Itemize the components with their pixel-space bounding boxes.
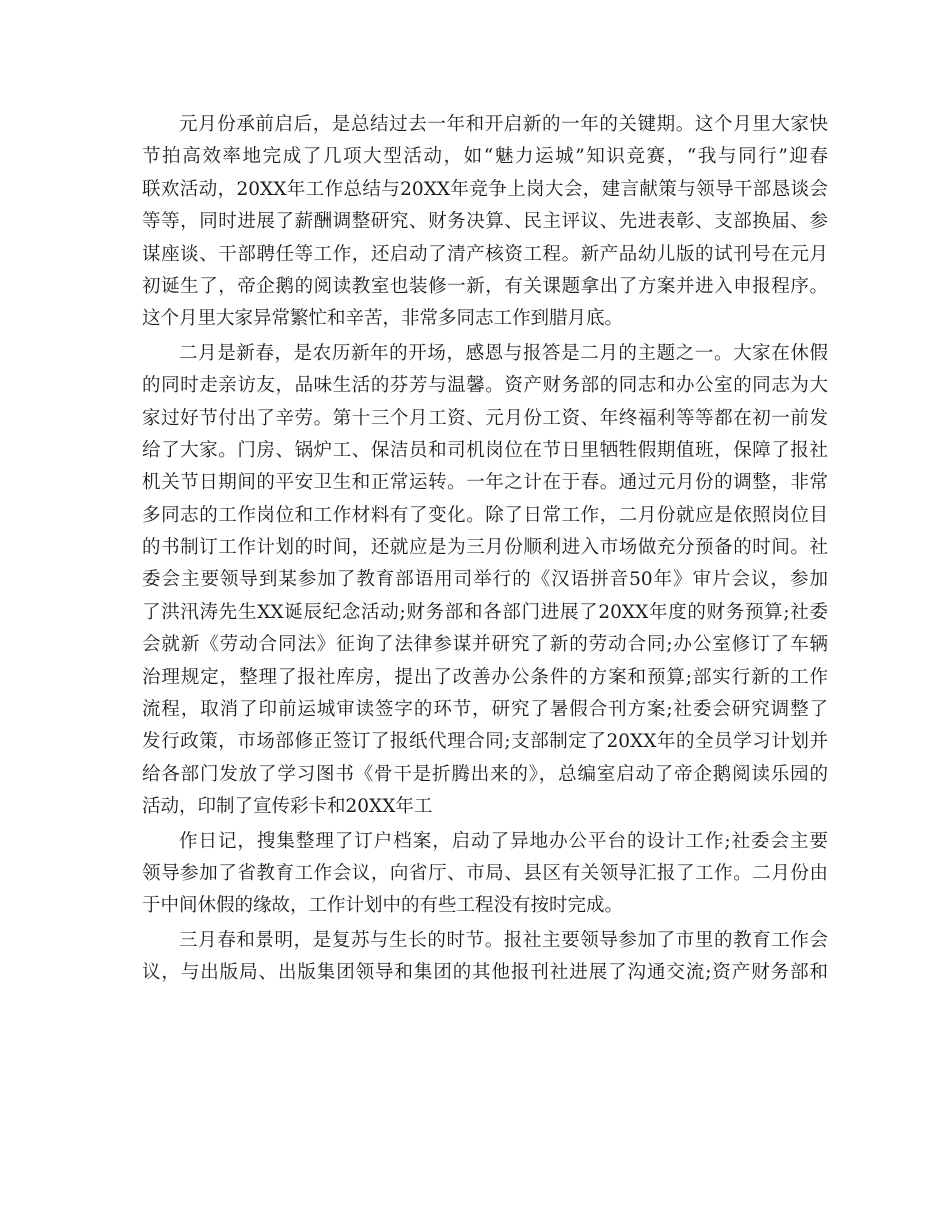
text-line: 节拍高效率地完成了几项大型活动，如“魅力运城”知识竞赛，“我与同行”迎春 (142, 146, 828, 168)
text-line: 二月是新春，是农历新年的开场，感恩与报答是二月的主题之一。大家在休假 (179, 342, 828, 364)
text-line: 家过好节付出了辛劳。第十三个月工资、元月份工资、年终福利等等都在初一前发 (142, 407, 828, 429)
paragraph-february (142, 338, 828, 824)
text-line: 议，与出版局、出版集团领导和集团的其他报刊社进展了沟通交流;资产财务部和 (142, 962, 828, 984)
text-line: 谋座谈、干部聘任等工作，还启动了清产核资工程。新产品幼儿版的试刊号在元月 (142, 243, 828, 265)
text-line: 给了大家。门房、锅炉工、保洁员和司机岗位在节日里牺牲假期值班，保障了报社 (142, 439, 828, 461)
paragraph-february-continued (142, 826, 828, 923)
paragraph-march (142, 925, 828, 990)
text-line: 元月份承前启后，是总结过去一年和开启新的一年的关键期。这个月里大家快 (179, 114, 828, 135)
text-line: 发行政策，市场部修正签订了报纸代理合同;支部制定了20XX年的全员学习计划并 (142, 731, 828, 753)
text-line: 委会主要领导到某参加了教育部语用司举行的《汉语拼音50年》审片会议，参加 (142, 569, 828, 591)
document-body (142, 109, 828, 990)
text-line: 多同志的工作岗位和工作材料有了变化。除了日常工作，二月份就应是依照岗位目 (142, 504, 828, 526)
text-line: 会就新《劳动合同法》征询了法律参谋并研究了新的劳动合同;办公室修订了车辆 (142, 634, 828, 656)
text-line: 于中间休假的缘故，工作计划中的有些工程没有按时完成。 (142, 895, 624, 917)
text-line: 流程，取消了印前运城审读签字的环节，研究了暑假合刊方案;社委会研究调整了 (142, 699, 828, 721)
text-line: 给各部门发放了学习图书《骨干是折腾出来的》，总编室启动了帝企鹅阅读乐园的 (142, 763, 828, 785)
text-line: 治理规定，整理了报社库房，提出了改善办公条件的方案和预算;部实行新的工作 (142, 666, 828, 688)
text-line: 领导参加了省教育工作会议，向省厅、市局、县区有关领导汇报了工作。二月份由 (142, 862, 828, 884)
text-line: 等等，同时进展了薪酬调整研究、财务决算、民主评议、先进表彰、支部换届、参 (142, 211, 828, 233)
text-line: 三月春和景明，是复苏与生长的时节。报社主要领导参加了市里的教育工作会 (179, 929, 828, 951)
text-line: 的同时走亲访友，品味生活的芬芳与温馨。资产财务部的同志和办公室的同志为大 (142, 375, 828, 397)
text-line: 活动，印制了宣传彩卡和20XX年工 (142, 796, 433, 818)
text-line: 联欢活动，20XX年工作总结与20XX年竞争上岗大会，建言献策与领导干部恳谈会 (142, 178, 828, 200)
text-line: 这个月里大家异常繁忙和辛苦，非常多同志工作到腊月底。 (142, 308, 624, 330)
text-line: 的书制订工作计划的时间，还就应是为三月份顺利进入市场做充分预备的时间。社 (142, 537, 828, 559)
text-line: 作日记，搜集整理了订户档案，启动了异地办公平台的设计工作;社委会主要 (179, 830, 828, 852)
text-line: 了洪汛涛先生XX诞辰纪念活动;财务部和各部门进展了20XX年度的财务预算;社委 (142, 601, 828, 623)
text-line: 初诞生了，帝企鹅的阅读教室也装修一新，有关课题拿出了方案并进入申报程序。 (142, 275, 828, 297)
paragraph-january (142, 109, 828, 336)
text-line: 机关节日期间的平安卫生和正常运转。一年之计在于春。通过元月份的调整，非常 (142, 472, 828, 494)
